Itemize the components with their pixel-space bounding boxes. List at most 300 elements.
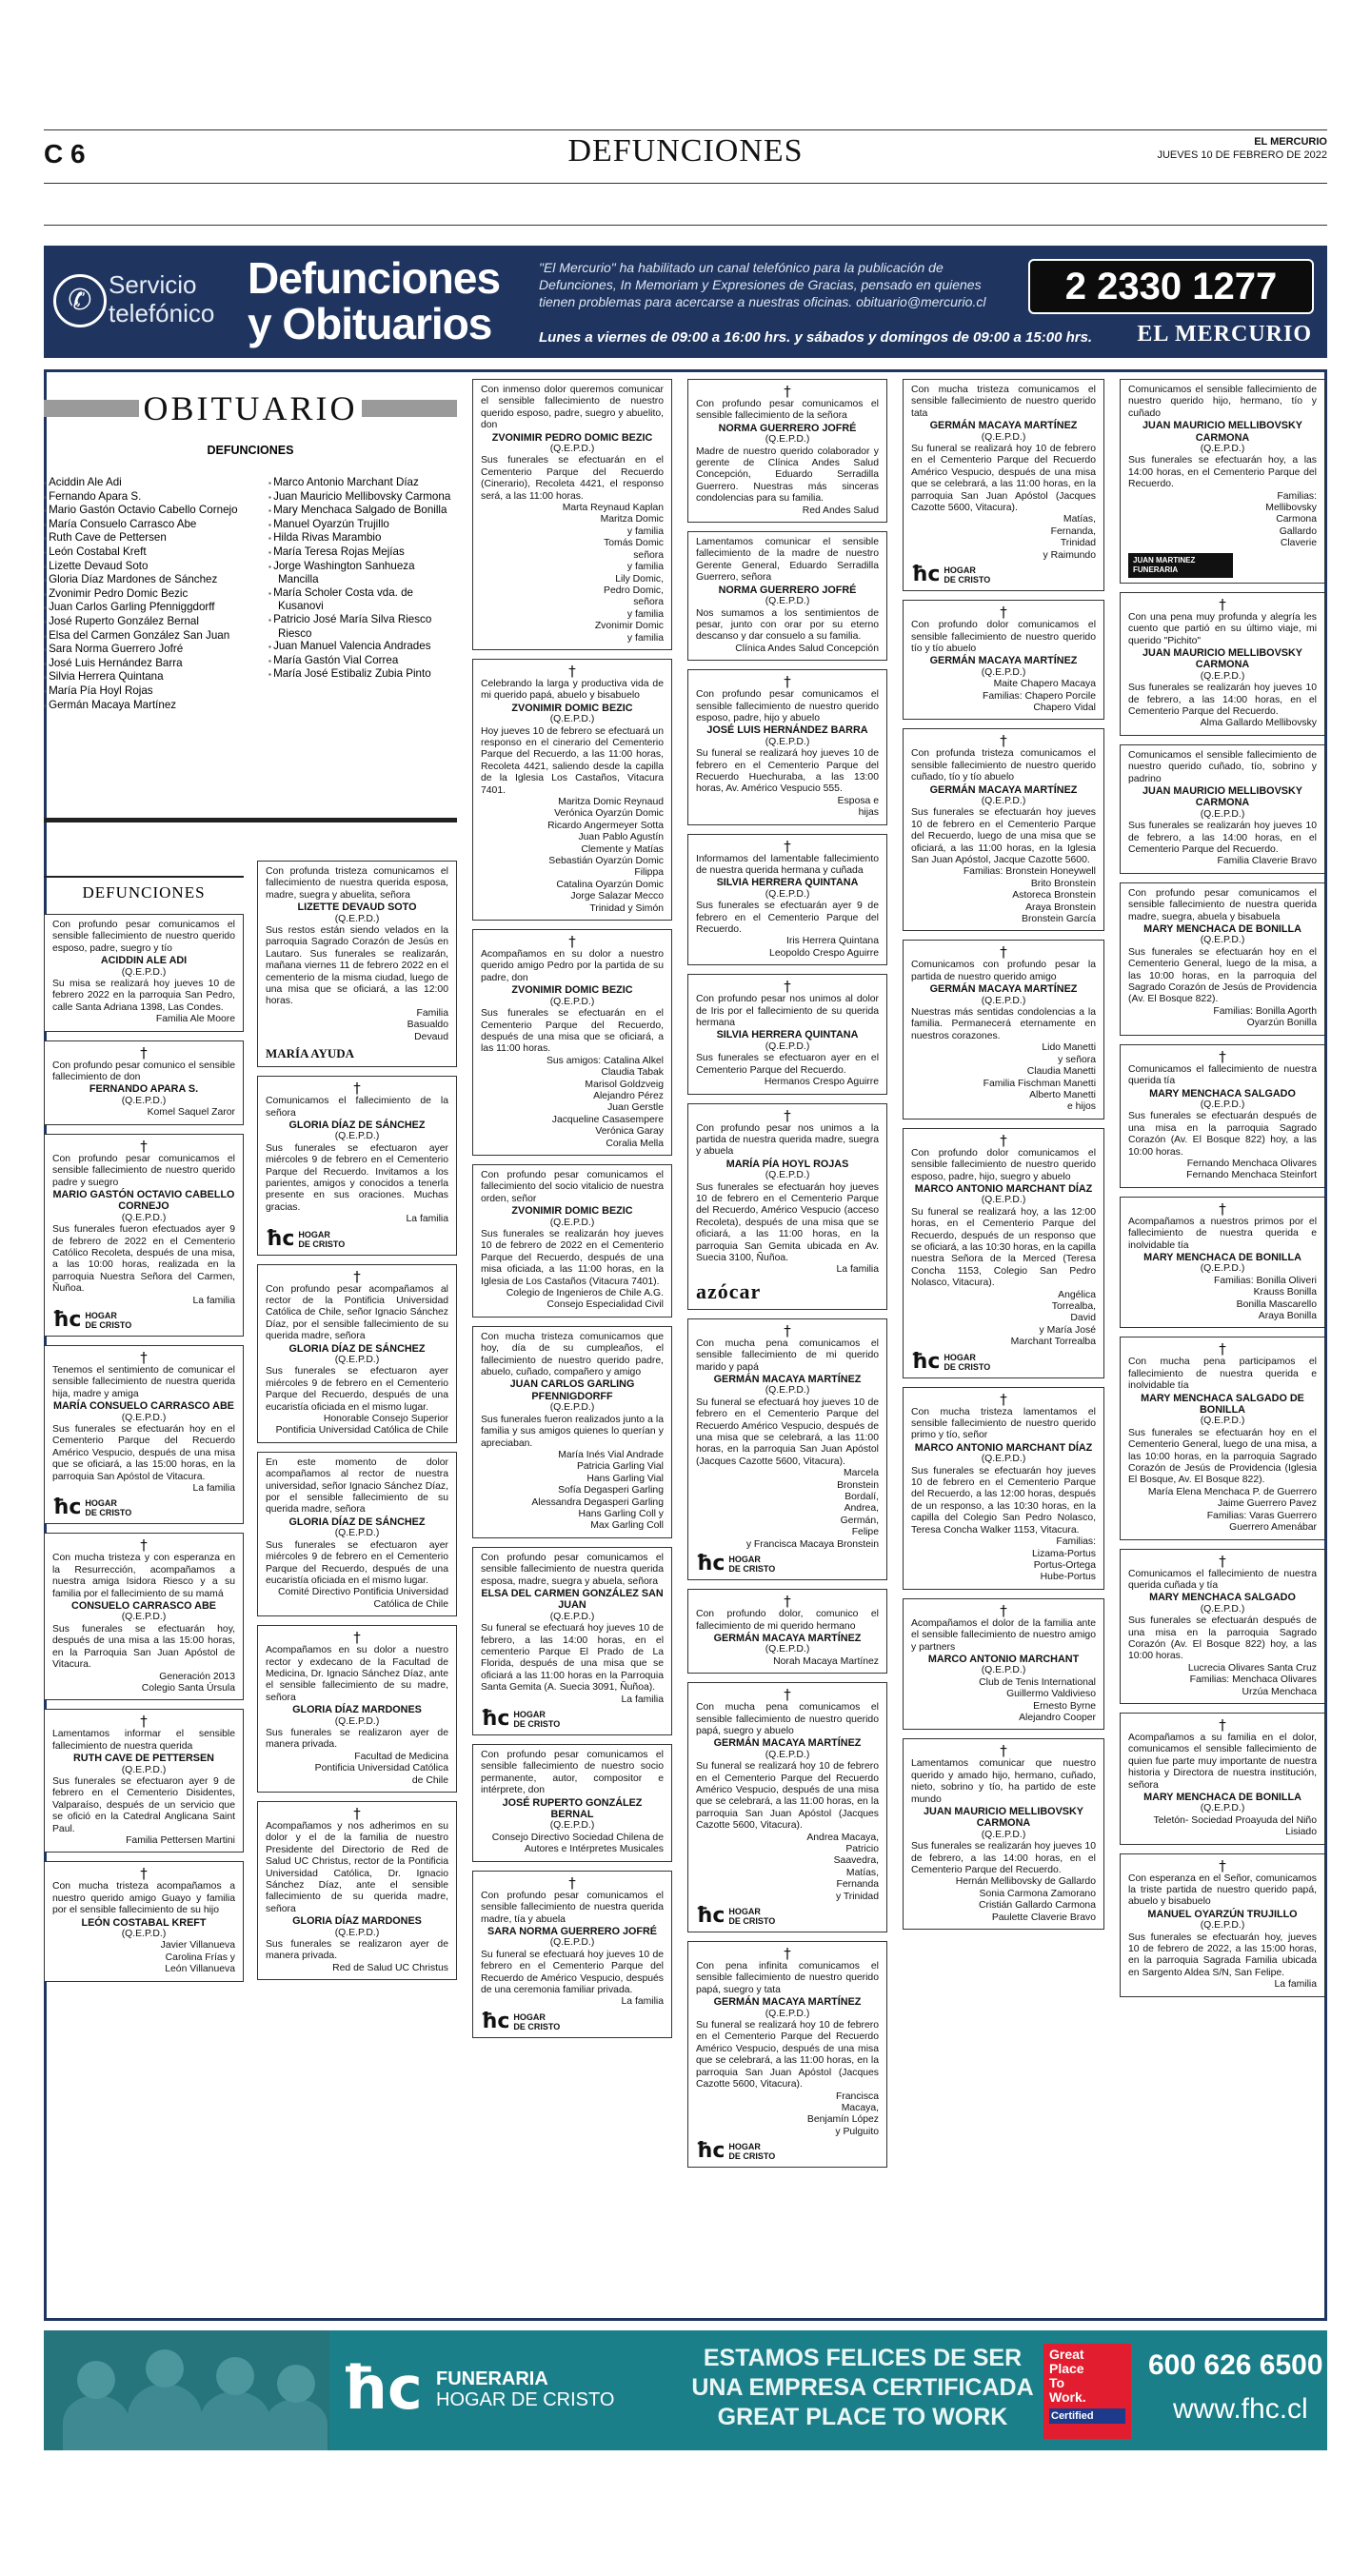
signature-line: Guillermo Valdivieso: [1006, 1689, 1096, 1700]
hogar-de-cristo-logo: [696, 1554, 879, 1575]
cross-icon: †: [784, 383, 791, 400]
qepd-label: (Q.E.P.D.): [765, 2008, 810, 2019]
banner-phone-number: 2 2330 1277: [1028, 259, 1314, 314]
qepd-label: (Q.E.P.D.): [981, 1195, 1026, 1206]
death-notice: [1120, 1549, 1325, 1704]
page-number: C 6: [44, 139, 86, 168]
signature-line: y familia: [626, 562, 664, 573]
signature-line: Maritza Domic Reynaud: [558, 797, 664, 807]
cross-icon: †: [140, 1713, 148, 1731]
notice-intro: Lamentamos comunicar el sensible fallecimiento de la madre de nuestro Gerente General, Eduardo Serradilla Guerrero, señora: [696, 537, 879, 584]
signature-line: Fernanda,: [1050, 525, 1096, 537]
signature-line: y señora: [1058, 1054, 1096, 1065]
notice-signature: [696, 644, 879, 655]
signature-line: Bronstein García: [1022, 914, 1096, 925]
signature-line: Guerrero Amenábar: [1229, 1522, 1317, 1534]
notice-signature: [266, 1752, 448, 1787]
hogar-text: [728, 1555, 775, 1574]
notice-body: Sus funerales se realizaron ayer de manera privada.: [266, 1727, 448, 1751]
qepd-label: (Q.E.P.D.): [334, 913, 380, 924]
signature-line: y María José: [1039, 1324, 1096, 1336]
notice-intro: Comunicamos el fallecimiento de nuestra querida tía: [1128, 1063, 1317, 1087]
deceased-name: GLORIA DÍAZ DE SÁNCHEZ: [288, 1516, 426, 1528]
gptw-word: Work.: [1049, 2389, 1086, 2405]
obituary-name: ▪ Manuel Oyarzún Trujillo: [268, 518, 457, 532]
signature-line: Brito Bronstein: [1030, 878, 1096, 889]
signature-line: La familia: [621, 1694, 664, 1705]
hogar-mark-icon: ħc: [696, 1552, 725, 1576]
notice-intro: Acompañamos en su dolor a nuestro rector y exdecano de la Facultad de Medicina, Dr. Ignacio Sánchez Díaz, ante el sensible fallecimiento de su madre, señora: [266, 1645, 448, 1703]
death-notice: [687, 1103, 887, 1310]
cross-icon: †: [353, 1080, 361, 1098]
signature-line: Alberto Manetti: [1029, 1089, 1096, 1100]
notice-intro: Con pena infinita comunicamos el sensible fallecimiento de nuestro querido papá, suegro y tata: [696, 1961, 879, 1995]
notice-intro: Con mucha pena comunicamos el sensible fallecimiento de mi querido marido y papá: [696, 1338, 879, 1373]
hogar-text: [85, 1498, 131, 1517]
qepd-label: (Q.E.P.D.): [549, 1402, 595, 1414]
cross-icon: †: [568, 933, 576, 951]
service-label: [109, 270, 214, 327]
obituary-name: ▪ Marco Antonio Marchant Díaz: [268, 476, 457, 490]
header-rule: [44, 183, 1327, 184]
cross-icon: †: [1000, 1390, 1007, 1408]
notice-signature: [911, 679, 1096, 714]
signature-line: Maritza Domic: [600, 514, 664, 525]
qepd-label: (Q.E.P.D.): [981, 1454, 1026, 1465]
cross-icon: †: [1219, 1552, 1226, 1570]
notice-body: Sus funerales se efectuarán hoy en el Cementerio General, luego de la misa, a las 10:00 horas, en la parroquia del Sagrado Corazón de Jesús de Providencia (Av. El Bosque 822).: [1128, 946, 1317, 1005]
notice-body: Sus funerales se efectuarán hoy jueves 10 de febrero en el Cementerio Parque del Recuerdo, a las 12:00 horas, después de un responso, a las 10:30 horas, en la capilla del Colegio San Pedro Nolasco, Teresa Concha Walker 1153, Vitacura.: [911, 1465, 1096, 1536]
hogar-line: HOGAR: [85, 1310, 117, 1320]
cert-line-3: GREAT PLACE TO WORK: [717, 2404, 1008, 2430]
signature-line: Urzúa Menchaca: [1242, 1686, 1317, 1697]
notice-intro: Con profundo pesar comunicamos el sensible fallecimiento de la señora: [696, 399, 879, 422]
death-notice: [257, 861, 457, 1067]
notice-intro: Con profundo pesar nos unimos al dolor de Iris por el fallecimiento de su querida hermana: [696, 994, 879, 1029]
deceased-name: CONSUELO CARRASCO ABE: [71, 1600, 216, 1613]
notice-signature: [52, 1672, 235, 1695]
hogar-mark-icon: ħc: [911, 1349, 941, 1374]
signature-line: La familia: [621, 1996, 664, 2008]
notice-signature: [696, 1833, 879, 1903]
banner-title: [248, 255, 500, 347]
notice-body: Sus funerales se realizarán hoy jueves 10 de febrero, a las 14:00 horas, en el Cementerio Parque del Recuerdo.: [911, 1841, 1096, 1876]
footer-ad: [44, 2330, 1327, 2450]
signature-line: Filippa: [634, 867, 664, 879]
notice-intro: Con una pena muy profunda y alegría les cuento que partió en su último viaje, mi querido "Pichito": [1128, 611, 1317, 646]
signature-line: Matías,: [845, 1867, 879, 1878]
qepd-label: (Q.E.P.D.): [334, 1528, 380, 1539]
notice-signature: [266, 1963, 448, 1974]
signature-line: Bonilla Mascarello: [1236, 1298, 1317, 1310]
gptw-word: Great: [1049, 2347, 1084, 2362]
notice-intro: Comunicamos el fallecimiento de nuestra querida cuñada y tía: [1128, 1568, 1317, 1591]
qepd-label: (Q.E.P.D.): [981, 1665, 1026, 1676]
signature-line: Familia Fischman Manetti: [983, 1078, 1096, 1089]
deceased-name: GLORIA DÍAZ MARDONES: [292, 1915, 422, 1928]
signature-line: y Pulguito: [835, 2126, 879, 2137]
notice-intro: En este momento de dolor acompañamos al rector de nuestra universidad, señor Ignacio Sánchez Díaz, por el sensible fallecimiento de su querida madre, señora: [266, 1456, 448, 1516]
qepd-label: (Q.E.P.D.): [765, 1644, 810, 1655]
notice-signature: [481, 503, 664, 644]
signature-line: Javier Villanueva: [160, 1940, 235, 1952]
signature-line: Familia Pettersen Martini: [126, 1834, 235, 1846]
notice-body: Sus funerales se efectuarán hoy jueves 10 de febrero en el Cementerio Parque del Recuerdo, Américo Vespucio (acceso Recoleta), después de una misa que se oficiará, a las 11:00 horas, en la parroquia San Gemita ubicada en Av. Suecia 3100, Ñuñoa.: [696, 1181, 879, 1263]
obituary-name: ▪ Ruth Cave de Pettersen: [44, 531, 248, 545]
notice-intro: Con profunda tristeza comunicamos el sensible fallecimiento de nuestro querido cuñado, tío y tío abuelo: [911, 748, 1096, 783]
notice-intro: Con inmenso dolor queremos comunicar el sensible fallecimiento de nuestro querido esposo, padre, suegro y abuelito, don: [481, 385, 664, 431]
notice-body: Sus funerales se realizarán hoy jueves 10 de febrero de 2022 en el Cementerio Parque del Recuerdo, después de una misa oficiada, a las 11:00 horas, en la Iglesia de Los Castaños (Vitacura 7401).: [481, 1229, 664, 1287]
hogar-de-cristo-logo: [266, 1226, 448, 1251]
signature-line: Astoreca Bronstein: [1012, 890, 1096, 902]
deceased-name: LIZETTE DEVAUD SOTO: [297, 902, 417, 914]
notice-signature: [481, 1694, 664, 1706]
signature-line: Lily Domic,: [615, 573, 664, 585]
notice-body: Su funeral se efectuará hoy jueves 10 de febrero en el Cementerio Parque del Recuerdo de Américo Vespucio, después de una ceremonia familiar privada.: [481, 1949, 664, 1995]
notice-intro: Acompañamos el dolor de la familia ante el sensible fallecimiento de nuestro amigo y partners: [911, 1617, 1096, 1653]
notice-signature: [481, 1996, 664, 2008]
signature-line: Lisiado: [1285, 1827, 1317, 1838]
signature-line: hijas: [858, 807, 879, 819]
notice-signature: [696, 2091, 879, 2139]
notice-intro: Con profundo pesar comunicamos el sensible fallecimiento de nuestra querida madre, suegra, abuela y bisabuela: [1128, 887, 1317, 922]
notice-signature: [52, 1296, 235, 1307]
obituary-name: ▪ Silvia Herrera Quintana: [44, 670, 248, 684]
qepd-label: (Q.E.P.D.): [1200, 1263, 1245, 1275]
service-line-2: telefónico: [109, 299, 215, 327]
notice-intro: Celebrando la larga y productiva vida de mi querido papá, abuelo y bisabuelo: [481, 678, 664, 702]
death-notice: [44, 1134, 244, 1337]
signature-line: Jacqueline Casasempere: [551, 1114, 664, 1125]
cross-icon: †: [353, 1267, 361, 1285]
cross-icon: †: [353, 1805, 361, 1822]
notice-intro: Con profundo pesar acompañamos al rector de la Pontificia Universidad Católica de Chile, señor Ignacio Sánchez Díaz, por el sensible fallecimiento de su querida madre, señora: [266, 1283, 448, 1342]
cross-icon: †: [1219, 1199, 1226, 1218]
signature-line: La familia: [406, 1214, 448, 1225]
hogar-mark-icon: ħc: [52, 1496, 82, 1520]
cert-line-2: UNA EMPRESA CERTIFICADA: [691, 2374, 1034, 2401]
names-list-right: [268, 476, 457, 682]
death-notice: [44, 1345, 244, 1524]
qepd-label: (Q.E.P.D.): [1200, 444, 1245, 455]
banner-title-1: Defunciones: [248, 253, 501, 303]
signature-line: Krauss Bonilla: [1253, 1287, 1317, 1298]
death-notice: [1120, 744, 1325, 874]
notice-intro: Con profundo pesar comunicamos el sensible fallecimiento de nuestra querida esposa, madre, suegra y abuela, señora: [481, 1552, 664, 1587]
qepd-label: (Q.E.P.D.): [981, 1829, 1026, 1840]
signature-line: Chapero Vidal: [1033, 702, 1096, 713]
signature-line: Carolina Frías y: [165, 1952, 235, 1963]
death-notice: [903, 728, 1104, 931]
notice-signature: [52, 1835, 235, 1847]
signature-line: Jaime Guerrero Pavez: [1218, 1498, 1317, 1510]
cross-icon: †: [1219, 1856, 1226, 1874]
qepd-label: (Q.E.P.D.): [1200, 808, 1245, 820]
notice-column: [257, 861, 457, 1989]
deceased-name: GERMÁN MACAYA MARTÍNEZ: [713, 1632, 862, 1644]
notice-intro: Acompañamos a su familia en el dolor, comunicamos el sensible fallecimiento de quien fue parte muy importante de nuestra historia y Directora de nuestra institución, señora: [1128, 1732, 1317, 1791]
deceased-name: NORMA GUERRERO JOFRÉ: [718, 584, 857, 596]
gptw-certified: Certified: [1049, 2408, 1125, 2424]
signature-line: Familias: Bronstein Honeywell: [963, 866, 1096, 878]
signature-line: Familias: Chapero Porcile: [983, 690, 1096, 702]
cross-icon: †: [140, 1348, 148, 1366]
notice-signature: [481, 1288, 664, 1312]
notice-body: Sus funerales fueron efectuados ayer 9 de febrero de 2022 en el Cementerio Católico Recoleta, después de una misa, a las 10:00 horas, realizada en la parroquia Nuestra Señora del Carmen, Ñuñoa.: [52, 1224, 235, 1295]
cross-icon: †: [1219, 1047, 1226, 1065]
notice-signature: [266, 1414, 448, 1437]
signature-line: Bronstein: [837, 1479, 879, 1491]
signature-line: Patricia Garling Vial: [576, 1461, 664, 1473]
qepd-label: (Q.E.P.D.): [765, 1170, 810, 1181]
signature-line: Trinidad: [1060, 538, 1096, 549]
signature-line: Marisol Goldzveig: [585, 1079, 664, 1090]
notice-body: Sus funerales se efectuarán hoy, jueves 10 de febrero de 2022, a las 15:00 horas, en la parroquia Sagrada Familia ubicada en Sargento Aldea S/N, San Felipe.: [1128, 1932, 1317, 1978]
banner-title-2: y Obituarios: [248, 299, 492, 348]
death-notice: [1120, 1337, 1325, 1539]
signature-line: Leopoldo Crespo Aguirre: [769, 947, 879, 959]
death-notice: [687, 1318, 887, 1580]
signature-line: Carmona: [1276, 514, 1317, 525]
signature-line: e hijos: [1066, 1101, 1096, 1113]
notice-intro: Comunicamos el sensible fallecimiento de nuestro querido cuñado, tío, sobrino y padrino: [1128, 749, 1317, 784]
signature-line: Lido Manetti: [1042, 1042, 1096, 1054]
death-notice: [257, 1076, 457, 1255]
notice-signature: [911, 1536, 1096, 1584]
signature-line: Hans Garling Coll y: [578, 1508, 664, 1519]
notice-signature: [1128, 1159, 1317, 1182]
notice-column: [1120, 379, 1325, 2006]
qepd-label: (Q.E.P.D.): [1200, 1920, 1245, 1932]
qepd-label: (Q.E.P.D.): [981, 995, 1026, 1006]
cross-icon: †: [1000, 1742, 1007, 1760]
notice-intro: Con profundo pesar nos unimos a la partida de nuestra querida madre, suegra y abuela: [696, 1122, 879, 1158]
notice-body: Sus funerales se efectuarán hoy, a las 14:00 horas, en el Cementerio Parque del Recuerdo.: [1128, 455, 1317, 490]
qepd-label: (Q.E.P.D.): [765, 596, 810, 607]
qepd-label: (Q.E.P.D.): [121, 1929, 167, 1939]
qepd-label: (Q.E.P.D.): [549, 996, 595, 1007]
deceased-name: ZVONIMIR DOMIC BEZIC: [511, 702, 633, 714]
signature-line: Alejandro Cooper: [1019, 1712, 1096, 1723]
qepd-label: (Q.E.P.D.): [765, 888, 810, 900]
signature-line: Hermanos Crespo Aguirre: [764, 1077, 879, 1088]
cross-icon: †: [1000, 604, 1007, 622]
hogar-line: DE CRISTO: [85, 1319, 132, 1330]
obituary-title: OBITUARIO: [143, 389, 358, 427]
signature-line: de Chile: [411, 1774, 448, 1786]
obituary-name: ▪ María José Estibaliz Zubia Pinto: [268, 667, 457, 682]
notice-body: Sus funerales se efectuarán hoy en el Cementerio General, luego de una misa, a las 10:00 horas, en la parroquia Sagrado Corazón de Jesús de Providencia (Iglesia El Bosque, Av. El Bosque 822).: [1128, 1427, 1317, 1486]
death-notice: [687, 379, 887, 523]
signature-line: León Villanueva: [165, 1964, 235, 1975]
signature-line: Claverie: [1280, 538, 1317, 549]
signature-line: Clemente y Matías: [581, 843, 664, 855]
signature-line: Teletón- Sociedad Proayuda del Niño: [1153, 1814, 1317, 1826]
deceased-name: ZVONIMIR DOMIC BEZIC: [511, 984, 633, 997]
deceased-name: SILVIA HERRERA QUINTANA: [716, 877, 859, 889]
signature-line: Verónica Oyarzún Domic: [554, 808, 664, 820]
hogar-text: [85, 1311, 131, 1330]
obituary-name: ▪ Mary Menchaca Salgado de Bonilla: [268, 504, 457, 518]
signature-line: Clínica Andes Salud Concepción: [735, 643, 879, 654]
notice-intro: Comunicamos el sensible fallecimiento de nuestro querido hijo, hermano, tío y cuñado: [1128, 385, 1317, 419]
obituary-name: ▪ Patricio José María Silva Riesco Riesco: [268, 613, 457, 640]
death-notice: [472, 1164, 672, 1318]
signature-line: María Elena Menchaca P. de Guerrero: [1147, 1486, 1317, 1497]
gptw-word: To: [1049, 2375, 1065, 2390]
notice-intro: Comunicamos con profundo pesar la partida de nuestro querido amigo: [911, 960, 1096, 982]
cross-icon: †: [784, 1106, 791, 1124]
qepd-label: (Q.E.P.D.): [549, 1611, 595, 1622]
signature-line: Verónica Garay: [595, 1126, 664, 1138]
hogar-line: DE CRISTO: [728, 2151, 776, 2162]
obituary-name: ▪ Zvonimir Pedro Domic Bezic: [44, 587, 248, 602]
signature-line: y Raimundo: [1043, 549, 1096, 561]
signature-line: Saavedra,: [833, 1855, 879, 1867]
death-notice: [687, 834, 887, 966]
notice-signature: [266, 1587, 448, 1611]
notice-signature: [911, 866, 1096, 925]
signature-line: Sofía Degasperi Garling: [558, 1485, 664, 1496]
notice-intro: Con mucha pena comunicamos el sensible fallecimiento de nuestro querido papá, suegro y abuelo: [696, 1702, 879, 1736]
death-notice: [257, 1452, 457, 1616]
signature-line: Club de Tenis International: [979, 1676, 1096, 1688]
notice-body: Hoy jueves 10 de febrero se efectuará un responso en el cinerario del Cementerio Parque del Recuerdo, a las 11:00 horas, Recoleta 4421, saliendo desde la capilla de la Iglesia Los Castaños, Vitacura 7401.: [481, 725, 664, 796]
gptw-badge: [1043, 2344, 1131, 2439]
deceased-name: GERMÁN MACAYA MARTÍNEZ: [929, 420, 1078, 432]
qepd-label: (Q.E.P.D.): [1200, 670, 1245, 682]
notice-signature: [1128, 718, 1317, 729]
hogar-mark-icon: ħc: [696, 1904, 725, 1929]
death-notice: [903, 600, 1104, 720]
obituary-name: ▪ Juan Manuel Valencia Andrades: [268, 640, 457, 654]
cross-icon: †: [784, 1686, 791, 1704]
notice-intro: Con profundo pesar comunicamos el sensible fallecimiento de nuestro querido esposo, padre, suegro y tío: [52, 920, 235, 954]
notice-signature: [696, 505, 879, 517]
cross-icon: †: [1219, 595, 1226, 613]
deceased-name: NORMA GUERRERO JOFRÉ: [718, 422, 857, 434]
hogar-mark-icon: ħc: [481, 2009, 510, 2033]
gptw-word: Place: [1049, 2361, 1084, 2376]
obituary-name: ▪ León Costabal Kreft: [44, 545, 248, 560]
cross-icon: †: [784, 978, 791, 996]
deceased-name: JUAN MAURICIO MELLIBOVSKY CARMONA: [1142, 784, 1302, 809]
notice-body: Nos sumamos a los sentimientos de pesar, junto con orar por su eterno descanso y dar consuelo a su familia.: [696, 607, 879, 643]
qepd-label: (Q.E.P.D.): [334, 1355, 380, 1365]
signature-line: Ricardo Angermeyer Sotta: [547, 820, 664, 831]
notice-signature: [696, 1468, 879, 1551]
signature-line: Alma Gallardo Mellibovsky: [1200, 718, 1317, 729]
deceased-name: JUAN CARLOS GARLING PFENNIGDORFF: [509, 1378, 635, 1402]
notice-intro: Con profundo pesar comunicamos el fallecimiento del socio vitalicio de nuestra orden, señor: [481, 1169, 664, 1204]
signature-line: Felipe: [851, 1527, 879, 1538]
deceased-name: GERMÁN MACAYA MARTÍNEZ: [713, 1374, 862, 1385]
cross-icon: †: [1000, 943, 1007, 961]
notice-body: Sus funerales se efectuarán ayer 9 de febrero en el Cementerio Parque del Recuerdo.: [696, 901, 879, 936]
deceased-name: LEÓN COSTABAL KREFT: [81, 1916, 207, 1929]
notice-body: Sus funerales se realizaron ayer de manera privada.: [266, 1939, 448, 1962]
notice-intro: Acompañamos y nos adherimos en su dolor y el de la familia de nuestro Presidente del Directorio de Red de Salud UC Christus, rector de la Pontificia Universidad Católica, Dr. Ignacio Sánchez Díaz, ante el sensible fallecimiento de su querida madre, señora: [266, 1821, 448, 1914]
notice-intro: Tenemos el sentimiento de comunicar el sensible fallecimiento de nuestra querida hija, madre y amiga: [52, 1364, 235, 1399]
death-notice: [1120, 1853, 1325, 1997]
notice-signature: [481, 1056, 664, 1150]
deceased-name: MARÍA PÍA HOYL ROJAS: [725, 1158, 849, 1170]
signature-line: y familia: [626, 632, 664, 644]
notice-body: Su funeral se realizará hoy 10 de febrero en el Cementerio Parque del Recuerdo Américo Vespucio, después de una misa que se celebrará, a las 11:00 horas, en la parroquia San Juan Apóstol (Jacques Cazotte 5600, Vitacura).: [911, 444, 1096, 514]
notice-signature: [481, 797, 664, 915]
obituary-name: ▪ Germán Macaya Martínez: [44, 699, 248, 713]
deceased-name: SARA NORMA GUERRERO JOFRÉ: [487, 1925, 657, 1937]
notice-intro: Con profundo pesar comunicamos el sensible fallecimiento de nuestra querida madre, tía y abuela: [481, 1890, 664, 1925]
signature-line: Familias: Bonilla Oliveri: [1214, 1275, 1317, 1286]
death-notice: [903, 1387, 1104, 1590]
deceased-name: MANUEL OYARZÚN TRUJILLO: [1147, 1908, 1298, 1920]
signature-line: Germán,: [840, 1515, 879, 1526]
banner-message: "El Mercurio" ha habilitado un canal telefónico para la publicación de Defunciones, In Memoriam y Expresiones de Gracias, pensado en quienes tienen problemas para acercarse a nuestras oficinas. obituario@mercurio.cl: [539, 260, 986, 309]
death-notice: [257, 1264, 457, 1443]
death-notice: [687, 669, 887, 824]
notice-signature: [911, 1290, 1096, 1349]
notice-intro: Con profundo dolor, comunico el fallecimiento de mi querido hermano: [696, 1609, 879, 1632]
signature-line: Hube-Portus: [1040, 1572, 1096, 1583]
defunciones-heading: DEFUNCIONES: [44, 876, 244, 902]
notice-signature: [481, 1833, 664, 1856]
obituary-name: ▪ Sara Norma Guerrero Jofré: [44, 643, 248, 657]
qepd-label: (Q.E.P.D.): [765, 1385, 810, 1397]
hogar-de-cristo-logo: [481, 2011, 664, 2032]
signature-line: Trinidad y Simón: [589, 902, 664, 914]
deceased-name: FERNANDO APARA S.: [89, 1083, 199, 1096]
deceased-name: SILVIA HERRERA QUINTANA: [716, 1029, 859, 1041]
qepd-label: (Q.E.P.D.): [549, 1820, 595, 1832]
signature-line: Lizama-Portus: [1032, 1548, 1096, 1559]
notice-signature: [696, 1077, 879, 1088]
qepd-label: (Q.E.P.D.): [1200, 1099, 1245, 1110]
section-title: DEFUNCIONES: [567, 133, 804, 168]
signature-line: Red de Salud UC Christus: [332, 1962, 448, 1973]
hogar-de-cristo-logo: [696, 2141, 879, 2162]
index-rule: [44, 818, 457, 822]
cross-icon: †: [784, 673, 791, 691]
hogar-line: HOGAR: [944, 565, 976, 576]
footer-website: www.fhc.cl: [1173, 2393, 1308, 2425]
signature-line: Fernando Menchaca Steinfort: [1186, 1170, 1317, 1181]
qepd-label: (Q.E.P.D.): [765, 1040, 810, 1052]
signature-line: Honorable Consejo Superior: [323, 1414, 448, 1425]
notice-intro: Con profunda tristeza comunicamos el fallecimiento de nuestra querida esposa, madre, suegra y abuelita, señora: [266, 866, 448, 901]
signature-line: Marchant Torrealba: [1010, 1337, 1096, 1348]
obituary-name: ▪ Jorge Washington Sanhueza Mancilla: [268, 560, 457, 586]
hogar-de-cristo-logo: [52, 1307, 235, 1332]
signature-line: La familia: [192, 1295, 235, 1306]
cross-icon: †: [1000, 1601, 1007, 1619]
notice-intro: Con mucha tristeza comunicamos que hoy, día de su cumpleaños, el fallecimiento de nuestro querido padre, abuelo, cuñado, compañero y amigo: [481, 1331, 664, 1378]
hogar-line: DE CRISTO: [513, 2021, 561, 2031]
notice-body: Su funeral se realizará hoy, a las 12:00 horas, en el Cementerio Parque del Recuerdo, después de un responso que se oficiará, a las 10:30 horas, en la capilla nuestra Señora de la Merced (Teresa Concha 1153, Colegio San Pedro Nolasco, Vitacura).: [911, 1206, 1096, 1289]
signature-line: Patricio: [845, 1844, 879, 1854]
cross-icon: †: [140, 1536, 148, 1555]
notice-body: Su funeral se realizará hoy 10 de febrero en el Cementerio Parque del Recuerdo Américo Vespucio, después de una misa que se celebrará, a las 11:00 horas, en la parroquia San Juan Apóstol (Jacques Cazotte 5600, Vitacura).: [696, 2020, 879, 2091]
signature-line: Familia Ale Moore: [155, 1014, 235, 1025]
notice-signature: [1128, 1815, 1317, 1839]
obituary-name: ▪ Juan Carlos Garling Pfenniggdorff: [44, 601, 248, 615]
header-rule-2: [44, 225, 1327, 226]
hogar-de-cristo-logo: ħc: [341, 2353, 423, 2423]
signature-line: Andrea Macaya,: [806, 1832, 879, 1843]
death-notice: [44, 914, 244, 1032]
death-notice: [687, 1941, 887, 2168]
death-notice: [903, 1128, 1104, 1378]
